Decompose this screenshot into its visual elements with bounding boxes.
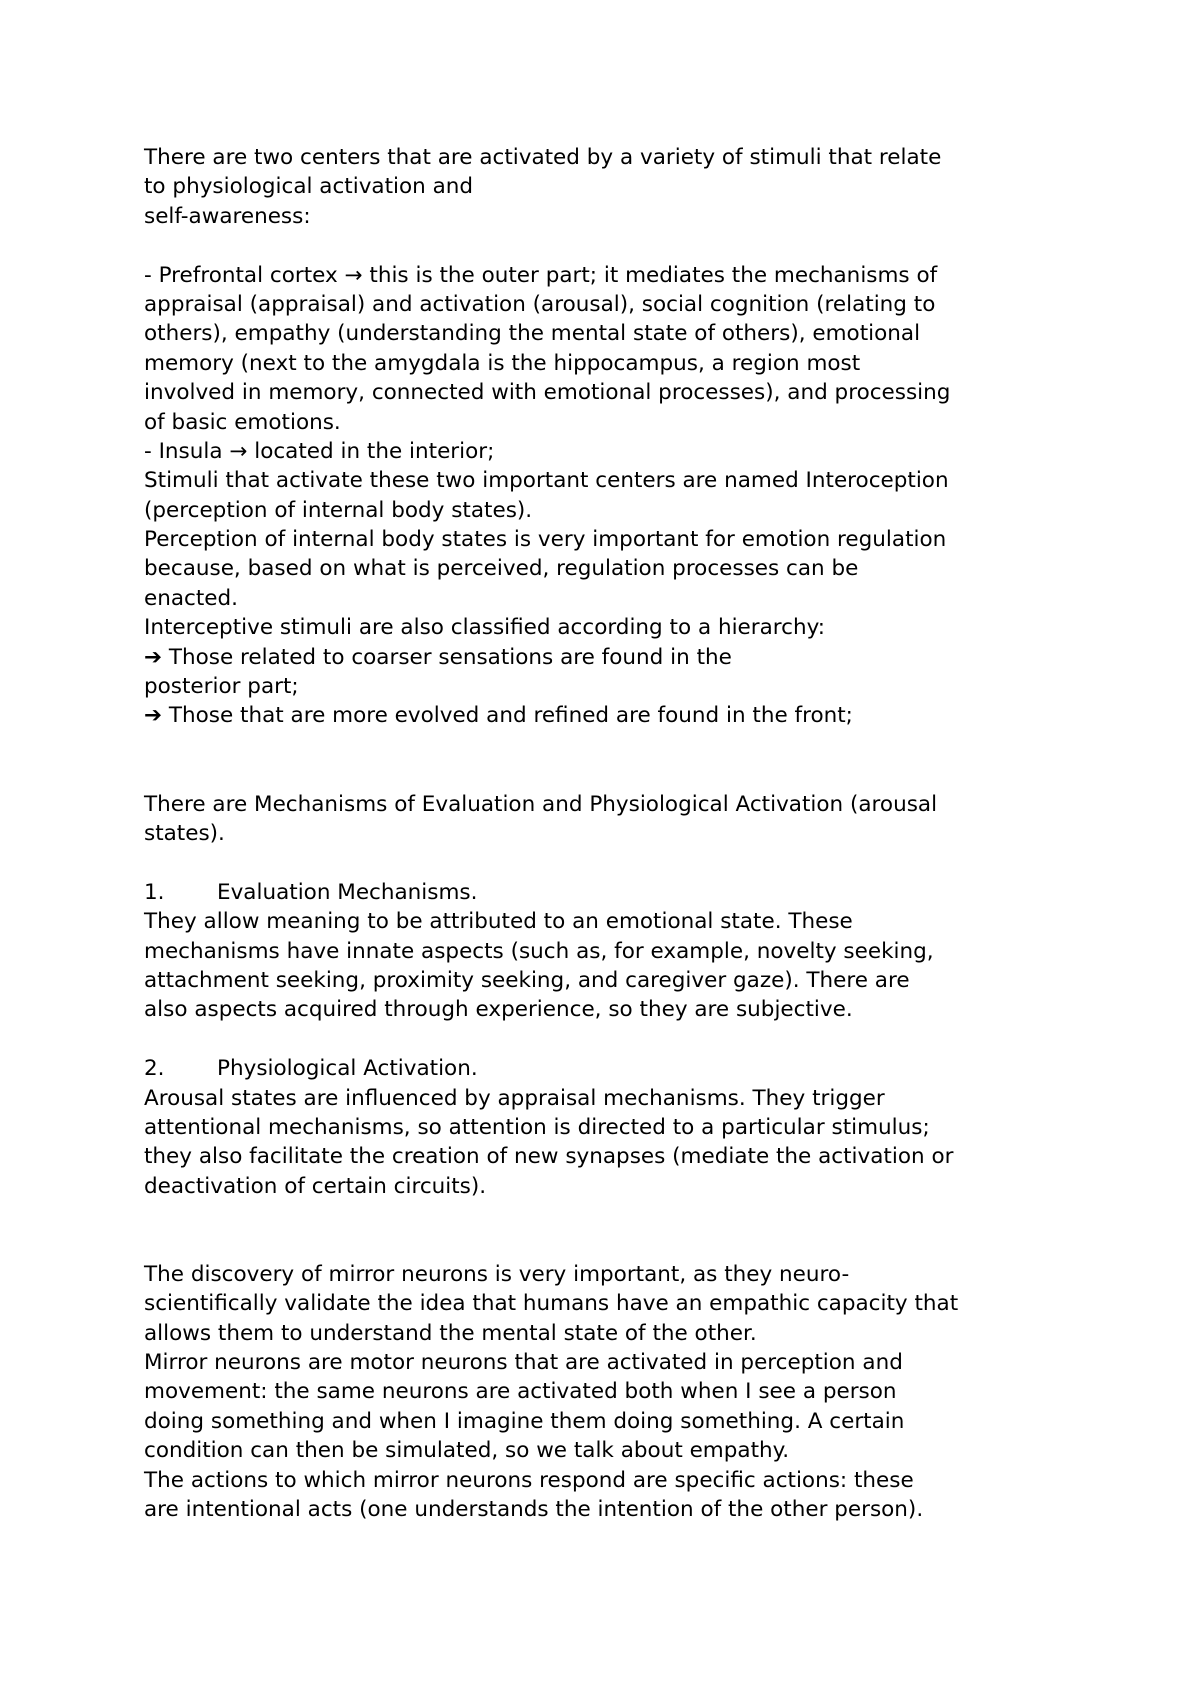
text-line: deactivation of certain circuits).: [144, 1173, 487, 1199]
text-line: There are Mechanisms of Evaluation and Physiological Activation (arousal: [144, 791, 938, 817]
text-line: - Prefrontal cortex → this is the outer part; it mediates the mechanisms of: [144, 262, 938, 288]
text-line: - Insula → located in the interior;: [144, 438, 495, 464]
blank-gap: [144, 1201, 1084, 1260]
text-line: condition can then be simulated, so we talk about empathy.: [144, 1438, 790, 1464]
text-line: others), empathy (understanding the mental state of others), emotional: [144, 321, 921, 347]
arrow-bullet-line: ➔ Those related to coarser sensations are found in the: [144, 644, 732, 670]
list-heading: Evaluation Mechanisms.: [217, 879, 478, 905]
text-line: they also facilitate the creation of new synapses (mediate the activation or: [144, 1144, 954, 1170]
document-page: [144, 143, 1084, 1524]
list-number: 1.: [144, 879, 165, 905]
list-heading: Physiological Activation.: [217, 1056, 478, 1082]
text-line: enacted.: [144, 585, 238, 611]
blank-line: [144, 848, 1084, 877]
text-line: are intentional acts (one understands the intention of the other person).: [144, 1497, 924, 1522]
section-centers: [144, 143, 1084, 731]
numbered-heading-evaluation: [144, 878, 1084, 907]
text-line: posterior part;: [144, 674, 299, 700]
text-line: self-awareness:: [144, 203, 311, 229]
blank-gap: [144, 731, 1084, 790]
text-line: The discovery of mirror neurons is very important, as they neuro-: [144, 1261, 850, 1287]
text-line: Arousal states are influenced by appraisal mechanisms. They trigger: [144, 1085, 885, 1111]
text-line: Interceptive stimuli are also classified according to a hierarchy:: [144, 615, 826, 641]
text-line: because, based on what is perceived, regulation processes can be: [144, 556, 859, 582]
section-mechanisms: [144, 790, 1084, 1201]
text-line: involved in memory, connected with emotional processes), and processing: [144, 380, 951, 406]
text-line: of basic emotions.: [144, 409, 341, 435]
text-line: (perception of internal body states).: [144, 497, 533, 523]
text-line: doing something and when I imagine them doing something. A certain: [144, 1408, 905, 1434]
text-line: They allow meaning to be attributed to an emotional state. These: [144, 909, 853, 935]
text-line: also aspects acquired through experience, so they are subjective.: [144, 997, 853, 1023]
arrow-bullet-line: ➔ Those that are more evolved and refined are found in the front;: [144, 703, 853, 729]
section-mirror-neurons: [144, 1260, 1084, 1525]
blank-line: [144, 231, 1084, 260]
text-line: states).: [144, 821, 225, 846]
numbered-heading-activation: [144, 1054, 1084, 1083]
text-line: Mirror neurons are motor neurons that are activated in perception and: [144, 1350, 903, 1376]
text-line: to physiological activation and: [144, 174, 474, 200]
text-line: mechanisms have innate aspects (such as, for example, novelty seeking,: [144, 938, 934, 964]
text-line: attachment seeking, proximity seeking, and caregiver gaze). There are: [144, 967, 910, 993]
text-line: scientifically validate the idea that humans have an empathic capacity that: [144, 1291, 959, 1317]
text-line: memory (next to the amygdala is the hippocampus, a region most: [144, 350, 861, 376]
text-line: Stimuli that activate these two important centers are named Interoception: [144, 468, 949, 494]
text-line: There are two centers that are activated by a variety of stimuli that relate: [144, 145, 942, 170]
blank-line: [144, 1025, 1084, 1054]
text-line: appraisal (appraisal) and activation (arousal), social cognition (relating to: [144, 291, 936, 317]
list-number: 2.: [144, 1056, 165, 1082]
text-line: The actions to which mirror neurons respond are specific actions: these: [144, 1467, 914, 1493]
text-line: movement: the same neurons are activated both when I see a person: [144, 1379, 897, 1405]
text-line: Perception of internal body states is very important for emotion regulation: [144, 527, 947, 553]
text-line: attentional mechanisms, so attention is directed to a particular stimulus;: [144, 1114, 930, 1140]
text-line: allows them to understand the mental state of the other.: [144, 1320, 757, 1346]
